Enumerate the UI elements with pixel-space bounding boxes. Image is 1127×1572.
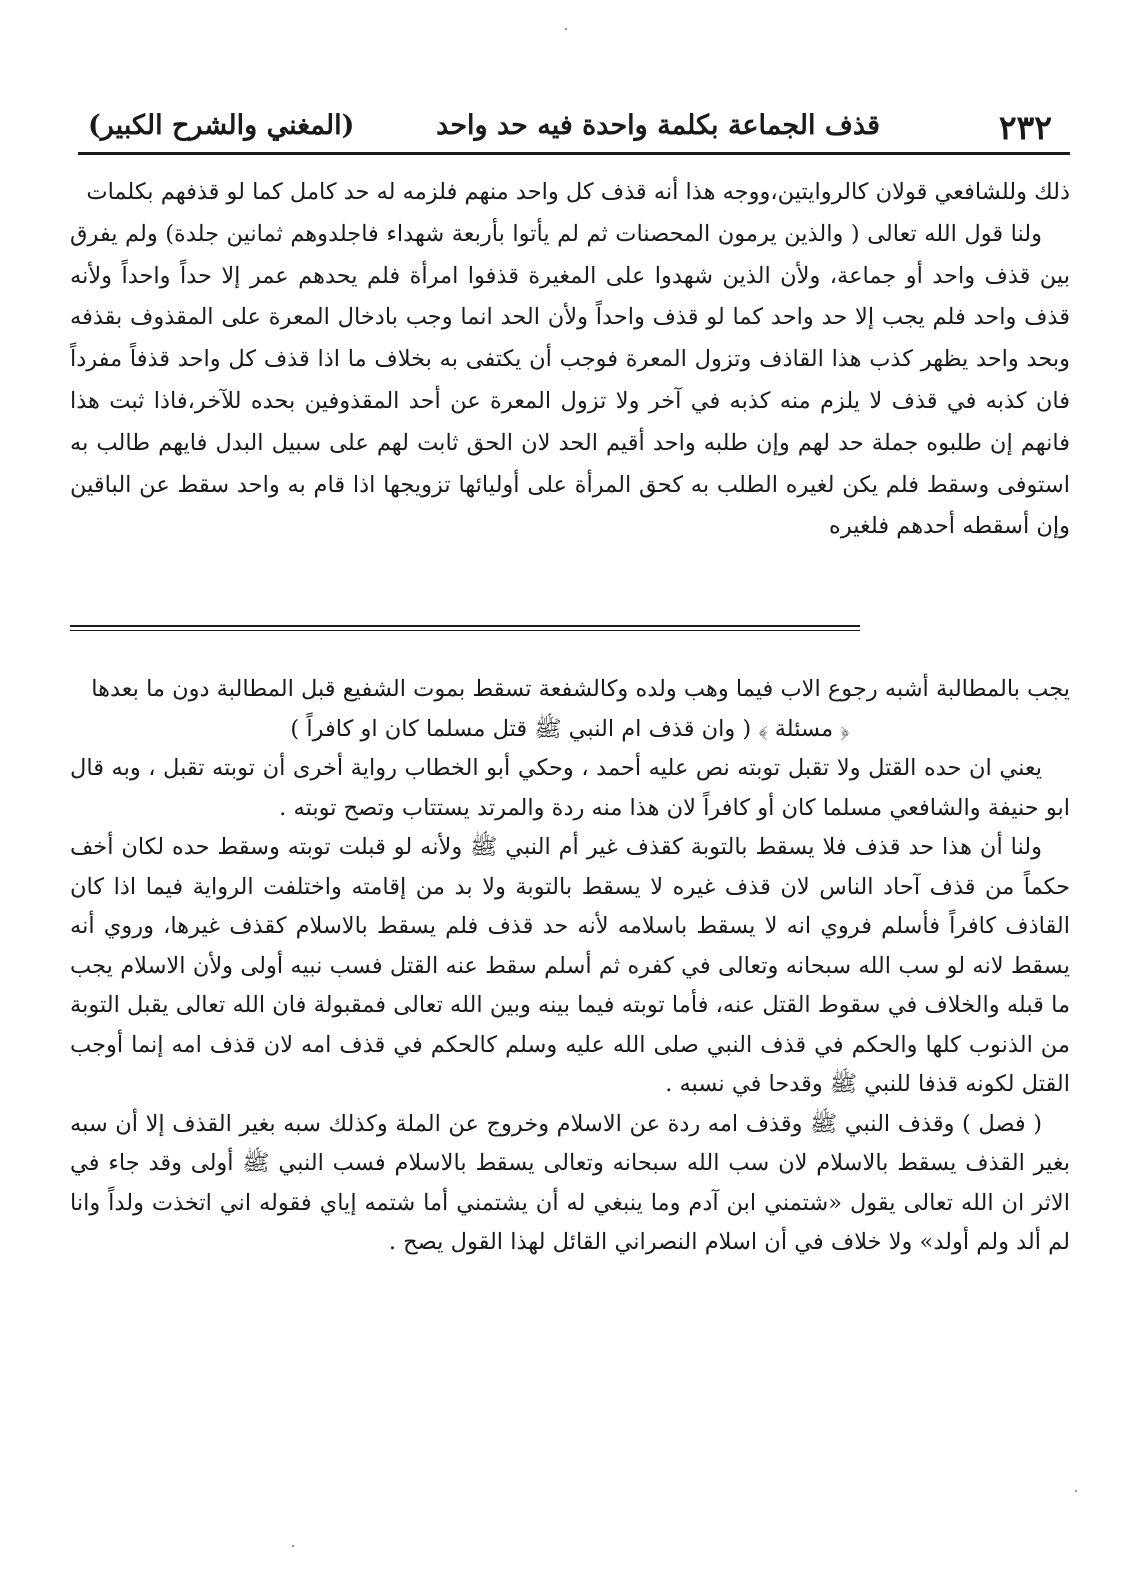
fasl-paragraph: ( فصل ) وقذف النبي ﷺ وقذف امه ردة عن الاسلام وخروج عن الملة وكذلك سبه بغير القذف إلا أن سبه بغير القذف يسقط بالاسلام لان سب الله سبحانه وتعالى يسقط بالاسلام فسب النبي ﷺ أولى وقد جاء في الاثر ان الله تعالى يقول «شتمني ابن آدم وما ينبغي له أن يشتمني أما شتمه إياي فقوله اني اتخذت ولداً وانا لم ألد ولم أولد» ولا خلاف في أن اسلام النصراني القائل لهذا القول يصح . [70, 1110, 1070, 1255]
sharh-text-section [70, 670, 1070, 1263]
book-title: (المغني والشرح الكبير) [88, 110, 355, 141]
mughni-paragraph: ولنا قول الله تعالى ( والذين يرمون المحصنات ثم لم يأتوا بأربعة شهداء فاجلدوهم ثمانين جلدة) ولم يفرق بين قذف واحد أو جماعة، ولأن الذين شهدوا على المغيرة قذفوا امرأة فلم يحدهم عمر إلا حداً واحداً ولأنه قذف واحد فلم يجب إلا حد واحد كما لو قذف واحداً ولأن الحد انما وجب بادخال المعرة على المقذوف بقذفه وبحد واحد يظهر كذب هذا القاذف وتزول المعرة فوجب أن يكتفى به بخلاف ما اذا قذف كل واحد قذفاً مفرداً فان كذبه في قذف لا يلزم منه كذبه في آخر ولا تزول المعرة عن أحد المقذوفين بحده للآخر،فاذا ثبت هذا فانهم إن طلبوه جملة حد لهم وإن طلبه واحد أقيم الحد لان الحق ثابت لهم على سبيل البدل فايهم طالب به استوفى وسقط فلم يكن لغيره الطلب به كحق المرأة على أوليائها تزويجها اذا قام به واحد سقط عن الباقين وإن أسقطه أحدهم فلغيره [70, 220, 1070, 540]
document-page [70, 90, 1070, 1530]
masala-heading: ﴿ مسئلة ﴾ ( وان قذف ام النبي ﷺ قتل مسلما كان او كافراً ) [290, 715, 850, 742]
scan-speck [1075, 1490, 1077, 1492]
header-rule [78, 152, 1070, 155]
section-separator [70, 625, 860, 634]
mughni-paragraph: ذلك وللشافعي قولان كالروايتين،ووجه هذا أنه قذف كل واحد منهم فلزمه له حد كامل كما لو قذفهم بكلمات [86, 179, 1070, 205]
sharh-paragraph: يعني ان حده القتل ولا تقبل توبته نص عليه أحمد ، وحكي أبو الخطاب رواية أخرى أن توبته تقبل ، وبه قال ابو حنيفة والشافعي مسلما كان أو كافراً لان هذا منه ردة والمرتد يستتاب وتصح توبته . [70, 755, 1070, 821]
chapter-title: قذف الجماعة بكلمة واحدة فيه حد واحد [436, 110, 880, 141]
mughni-text-section [70, 172, 1070, 548]
page-number: ٢٣٢ [998, 108, 1052, 147]
page-header [70, 108, 1070, 156]
scan-speck [565, 28, 567, 30]
sharh-paragraph: يجب بالمطالبة أشبه رجوع الاب فيما وهب ولده وكالشفعة تسقط بموت الشفيع قبل المطالبة دون ما بعدها [91, 676, 1070, 702]
sharh-paragraph: ولنا أن هذا حد قذف فلا يسقط بالتوبة كقذف غير أم النبي ﷺ ولأنه لو قبلت توبته وسقط حده لكان أخف حكماً من قذف آحاد الناس لان قذف غيره لا يسقط بالتوبة ولا بد من إقامته واختلفت الرواية فيما اذا كان القاذف كافراً فأسلم فروي انه لا يسقط باسلامه لأنه حد قذف فلم يسقط بالاسلام كقذف غيرها، وروي أنه يسقط لانه لو سب الله سبحانه وتعالى في كفره ثم أسلم سقط عنه القتل فسب نبيه أولى ولأن الاسلام يجب ما قبله والخلاف في سقوط القتل عنه، فأما توبته فيما بينه وبين الله تعالى فمقبولة فان الله تعالى يقبل التوبة من الذنوب كلها والحكم في قذف النبي صلى الله عليه وسلم كالحكم في قذف امه لان قذف امه إنما أوجب القتل لكونه قذفا للنبي ﷺ وقدحا في نسبه . [70, 834, 1070, 1097]
scan-speck [292, 1545, 294, 1547]
separator-line [70, 630, 860, 631]
separator-line [70, 625, 860, 627]
